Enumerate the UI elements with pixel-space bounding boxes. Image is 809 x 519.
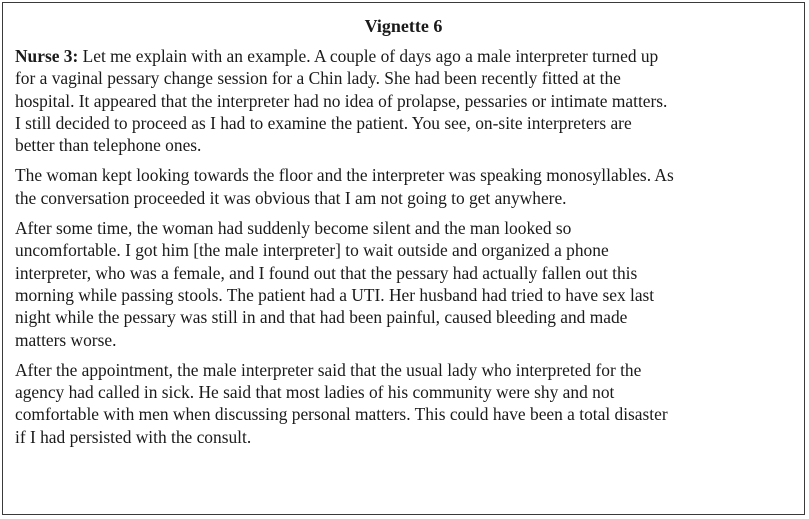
vignette-box (2, 2, 805, 515)
paragraph-4-line-3: comfortable with men when discussing personal matters. This could have been a total disaster (15, 404, 668, 425)
paragraph-1-line-1-text: Let me explain with an example. A couple of days ago a male interpreter turned up (78, 46, 659, 66)
paragraph-1-line-1 (15, 45, 792, 67)
paragraph-3-line-5: night while the pessary was still in and that had been painful, caused bleeding and made (15, 307, 628, 328)
paragraph-1-line-3: hospital. It appeared that the interpreter had no idea of prolapse, pessaries or intimate matters. (15, 90, 668, 111)
paragraph-2-line-1: The woman kept looking towards the floor and the interpreter was speaking monosyllables. As (15, 165, 674, 186)
paragraph-4-line-2: agency had called in sick. He said that most ladies of his community were shy and not (15, 382, 615, 403)
paragraph-4 (15, 359, 792, 448)
paragraph-3-line-2: uncomfortable. I got him [the male interpreter] to wait outside and organized a phone (15, 240, 609, 261)
paragraph-3 (15, 217, 792, 351)
paragraph-1 (15, 45, 792, 156)
paragraph-3-line-3: interpreter, who was a female, and I found out that the pessary had actually fallen out this (15, 262, 638, 283)
paragraph-1-line-4: I still decided to proceed as I had to examine the patient. You see, on-site interpreters are (15, 112, 632, 133)
paragraph-3-line-6: matters worse. (15, 329, 117, 350)
paragraph-1-line-5: better than telephone ones. (15, 135, 202, 156)
paragraph-1-line-2: for a vaginal pessary change session for a Chin lady. She had been recently fitted at the (15, 68, 621, 89)
paragraph-3-line-1: After some time, the woman had suddenly become silent and the man looked so (15, 218, 572, 239)
paragraph-4-line-4: if I had persisted with the consult. (15, 426, 252, 447)
paragraph-3-line-4: morning while passing stools. The patient had a UTI. Her husband had tried to have sex last (15, 284, 655, 305)
paragraph-4-line-1: After the appointment, the male interpreter said that the usual lady who interpreted for the (15, 359, 642, 380)
paragraph-2 (15, 164, 792, 209)
speaker-label: Nurse 3: (15, 46, 79, 66)
vignette-title: Vignette 6 (364, 16, 443, 36)
paragraph-2-line-2: the conversation proceeded it was obvious that I am not going to get anywhere. (15, 187, 567, 208)
